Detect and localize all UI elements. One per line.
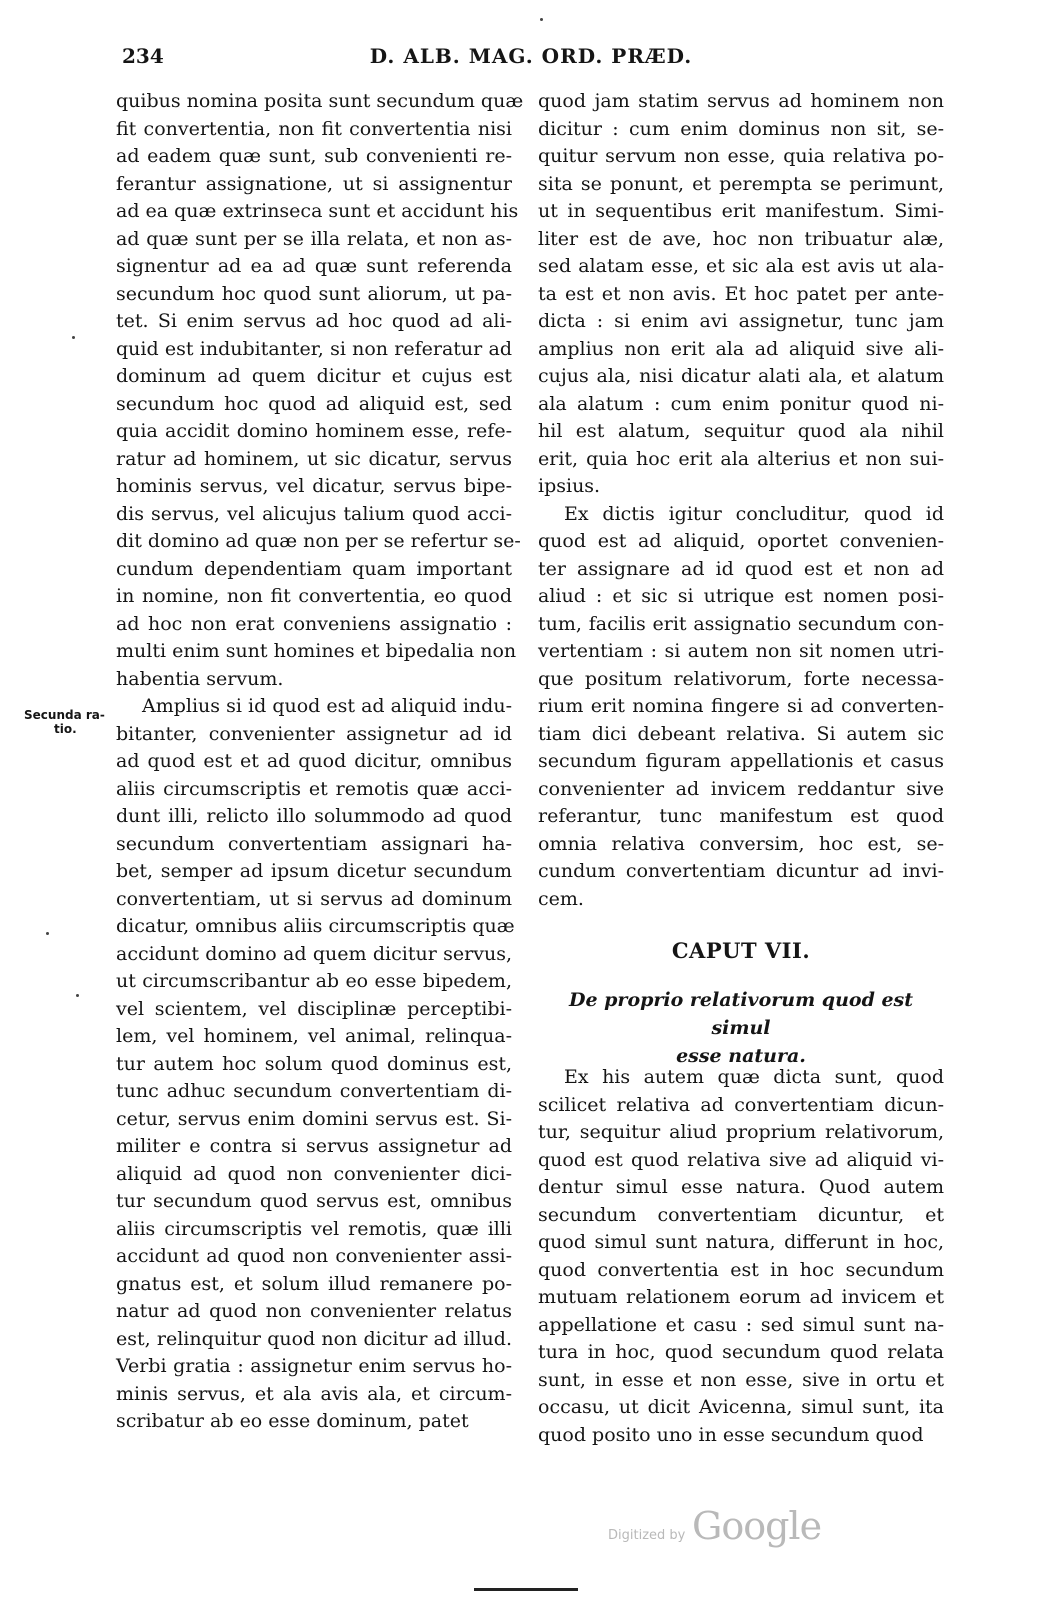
text-line: hominis servus, vel dicatur, servus bipe- xyxy=(116,475,512,497)
text-line: bitanter, convenienter assignetur ad id xyxy=(116,722,512,745)
text-line: secundum hoc quod sunt aliorum, ut pa- xyxy=(116,282,512,305)
text-line: militer e contra si servus assignetur ad xyxy=(116,1135,512,1157)
text-line: aliud : et sic si utrique est nomen posi- xyxy=(538,585,944,607)
text-line: convenienter ad invicem reddantur sive xyxy=(538,777,944,800)
text-line: ter assignare ad id quod est et non ad xyxy=(538,557,944,580)
text-line: tet. Si enim servus ad hoc quod ad ali- xyxy=(116,310,512,332)
text-line: dit domino ad quæ non per se refertur se- xyxy=(116,530,521,552)
scan-speck xyxy=(76,994,79,997)
text-line: secundum convertentiam assignari ha- xyxy=(116,832,512,855)
text-line: mutuam relationem eorum ad invicem et xyxy=(538,1286,944,1308)
text-line: scilicet relativa ad convertentiam dicun- xyxy=(538,1093,944,1116)
text-line: ta est et non avis. Et hoc patet per ante- xyxy=(538,282,944,305)
text-line: quod est ad aliquid, oportet convenien- xyxy=(538,530,944,552)
text-line: occasu, ut dicit Avicenna, simul sunt, ita xyxy=(538,1396,944,1418)
text-line: quod posito uno in esse secundum quod xyxy=(538,1423,924,1446)
chapter-text-column xyxy=(538,1064,944,1449)
text-line: est, relinquitur quod non dicitur ad illud. xyxy=(116,1327,512,1350)
chapter-subtitle-line: De proprio relativorum quod est simul xyxy=(568,989,914,1039)
text-line: secundum figuram appellationis et casus xyxy=(538,750,944,772)
text-line: vertentiam : si autem non sit nomen utri- xyxy=(538,640,944,662)
page-number: 234 xyxy=(122,44,164,68)
text-line: quod jam statim servus ad hominem non xyxy=(538,90,944,112)
text-line: ratur ad hominem, ut sic dicatur, servus xyxy=(116,447,512,470)
text-line: signentur ad ea ad quæ sunt referenda xyxy=(116,255,512,277)
text-line: cundum convertentiam dicuntur ad invi- xyxy=(538,860,944,882)
text-line: ut circumscribantur ab eo esse bipedem, xyxy=(116,970,512,992)
text-line: quid est indubitanter, si non referatur ad xyxy=(116,337,512,360)
text-line: Ex dictis igitur concluditur, quod id xyxy=(564,502,944,525)
text-line: Verbi gratia : assignetur enim servus ho- xyxy=(116,1355,512,1377)
text-line: referantur, tunc manifestum est quod xyxy=(538,805,944,827)
text-line: dicitur : cum enim dominus non sit, se- xyxy=(538,117,944,140)
text-line: gnatus est, et solum illud remanere po- xyxy=(116,1272,512,1295)
scan-speck xyxy=(540,18,543,21)
text-line: Ex his autem quæ dicta sunt, quod xyxy=(564,1066,944,1088)
text-line: hil est alatum, sequitur quod ala nihil xyxy=(538,420,944,442)
text-line: cetur, servus enim domini servus est. Si- xyxy=(116,1107,512,1130)
text-line: ipsius. xyxy=(538,475,601,497)
text-line: sunt, in esse et non esse, sive in ortu et xyxy=(538,1368,944,1391)
text-line: ad ea quæ extrinseca sunt et accidunt his xyxy=(116,200,519,222)
scan-speck xyxy=(46,932,49,935)
text-line: minis servus, et ala avis ala, et circum- xyxy=(116,1382,512,1405)
scan-speck xyxy=(72,336,75,339)
text-line: erit, quia hoc erit ala alterius et non sui- xyxy=(538,447,944,470)
text-line: quibus nomina posita sunt secundum quæ xyxy=(116,90,524,112)
text-line: multi enim sunt homines et bipedalia non xyxy=(116,640,517,662)
text-line: bet, semper ad ipsum dicetur secundum xyxy=(116,860,512,882)
left-text-column xyxy=(116,88,524,1436)
text-line: ad quod est et ad quod dicitur, omnibus xyxy=(116,750,512,772)
text-line: Amplius si id quod est ad aliquid indu- xyxy=(142,695,512,717)
watermark-small-text: Digitized by xyxy=(608,1528,686,1543)
text-line: que positum relativorum, forte necessa- xyxy=(538,667,944,690)
text-line: accidunt domino ad quem dicitur servus, xyxy=(116,942,512,965)
margin-note-line: tio. xyxy=(54,722,77,736)
google-logo: Google xyxy=(692,1504,822,1548)
text-line: ad hoc non erat conveniens assignatio : xyxy=(116,612,512,635)
text-line: dominum ad quem dicitur et cujus est xyxy=(116,365,512,387)
text-line: secundum convertentiam dicuntur, et xyxy=(538,1203,944,1226)
text-line: dis servus, vel alicujus talium quod acci- xyxy=(116,502,512,525)
text-line: tum, facilis erit assignatio secundum con- xyxy=(538,612,944,635)
text-line: aliis circumscriptis vel remotis, quæ illi xyxy=(116,1217,512,1240)
text-line: tur, sequitur aliud proprium relativorum, xyxy=(538,1121,944,1143)
text-line: appellatione et casu : sed simul sunt na- xyxy=(538,1313,944,1336)
text-line: ad eadem quæ sunt, sub convenienti re- xyxy=(116,145,512,167)
text-line: cujus ala, nisi dicatur alati ala, et alatum xyxy=(538,365,944,387)
text-line: cundum dependentiam quam important xyxy=(116,557,512,580)
text-line: dentur simul esse natura. Quod autem xyxy=(538,1176,944,1198)
text-line: tiam dici debeant relativa. Si autem sic xyxy=(538,722,944,745)
margin-note-line: Secunda ra- xyxy=(24,708,105,722)
text-line: natur ad quod non convenienter relatus xyxy=(116,1300,512,1322)
text-line: ad quæ sunt per se illa relata, et non as- xyxy=(116,227,512,250)
text-line: quia accidit domino hominem esse, refe- xyxy=(116,420,512,442)
right-text-column xyxy=(538,88,944,913)
text-line: quitur servum non esse, quia relativa po- xyxy=(538,145,944,167)
running-title: D. ALB. MAG. ORD. PRÆD. xyxy=(369,44,693,68)
text-line: quod simul sunt natura, differunt in hoc, xyxy=(538,1231,944,1253)
text-line: dicatur, omnibus aliis circumscriptis quæ xyxy=(116,915,515,937)
text-line: tur secundum quod servus est, omnibus xyxy=(116,1190,512,1212)
text-line: dunt illi, relicto illo solummodo ad quod xyxy=(116,805,512,827)
text-line: ut in sequentibus erit manifestum. Simi- xyxy=(538,200,944,222)
text-line: quod est quod relativa sive ad aliquid vi- xyxy=(538,1148,944,1171)
text-line: dicta : si enim avi assignetur, tunc jam xyxy=(538,310,944,332)
text-line: quod convertentia est in hoc secundum xyxy=(538,1258,944,1281)
chapter-subtitle xyxy=(538,986,944,1070)
text-line: amplius non erit ala ad aliquid sive ali- xyxy=(538,337,944,360)
text-line: scribatur ab eo esse dominum, patet xyxy=(116,1410,469,1432)
text-line: sed alatam esse, et sic ala est avis ut ala- xyxy=(538,255,944,277)
text-line: accidunt ad quod non convenienter assi- xyxy=(116,1245,512,1267)
text-line: ferantur assignatione, ut si assignentur xyxy=(116,172,512,195)
text-line: aliquid ad quod non convenienter dici- xyxy=(116,1162,512,1185)
text-line: ala alatum : cum enim ponitur quod ni- xyxy=(538,392,944,415)
text-line: lem, vel hominem, vel animal, relinqua- xyxy=(116,1025,512,1047)
bottom-rule xyxy=(474,1588,578,1591)
text-line: rium erit nomina fingere si ad converten- xyxy=(538,695,944,717)
text-line: omnia relativa conversim, hoc est, se- xyxy=(538,832,944,855)
text-line: tura in hoc, quod secundum quod relata xyxy=(538,1341,944,1363)
text-line: secundum hoc quod ad aliquid est, sed xyxy=(116,392,512,415)
text-line: in nomine, non fit convertentia, eo quod xyxy=(116,585,512,607)
text-line: convertentiam, ut si servus ad dominum xyxy=(116,887,512,910)
chapter-heading: CAPUT VII. xyxy=(671,938,811,963)
text-line: habentia servum. xyxy=(116,667,284,690)
text-line: tur autem hoc solum quod dominus est, xyxy=(116,1052,512,1075)
margin-note xyxy=(24,708,116,736)
text-line: vel scientem, vel disciplinæ perceptibi- xyxy=(116,997,512,1020)
text-line: aliis circumscriptis et remotis quæ acci- xyxy=(116,777,512,800)
chapter-subtitle-line: esse natura. xyxy=(676,1045,806,1067)
text-line: liter est de ave, hoc non tribuatur alæ, xyxy=(538,227,944,250)
text-line: tunc adhuc secundum convertentiam di- xyxy=(116,1080,512,1102)
text-line: sita se ponunt, et perempta se perimunt, xyxy=(538,172,944,195)
text-line: fit convertentia, non fit convertentia nisi xyxy=(116,117,512,140)
text-line: cem. xyxy=(538,887,584,910)
page-header xyxy=(0,44,1062,78)
